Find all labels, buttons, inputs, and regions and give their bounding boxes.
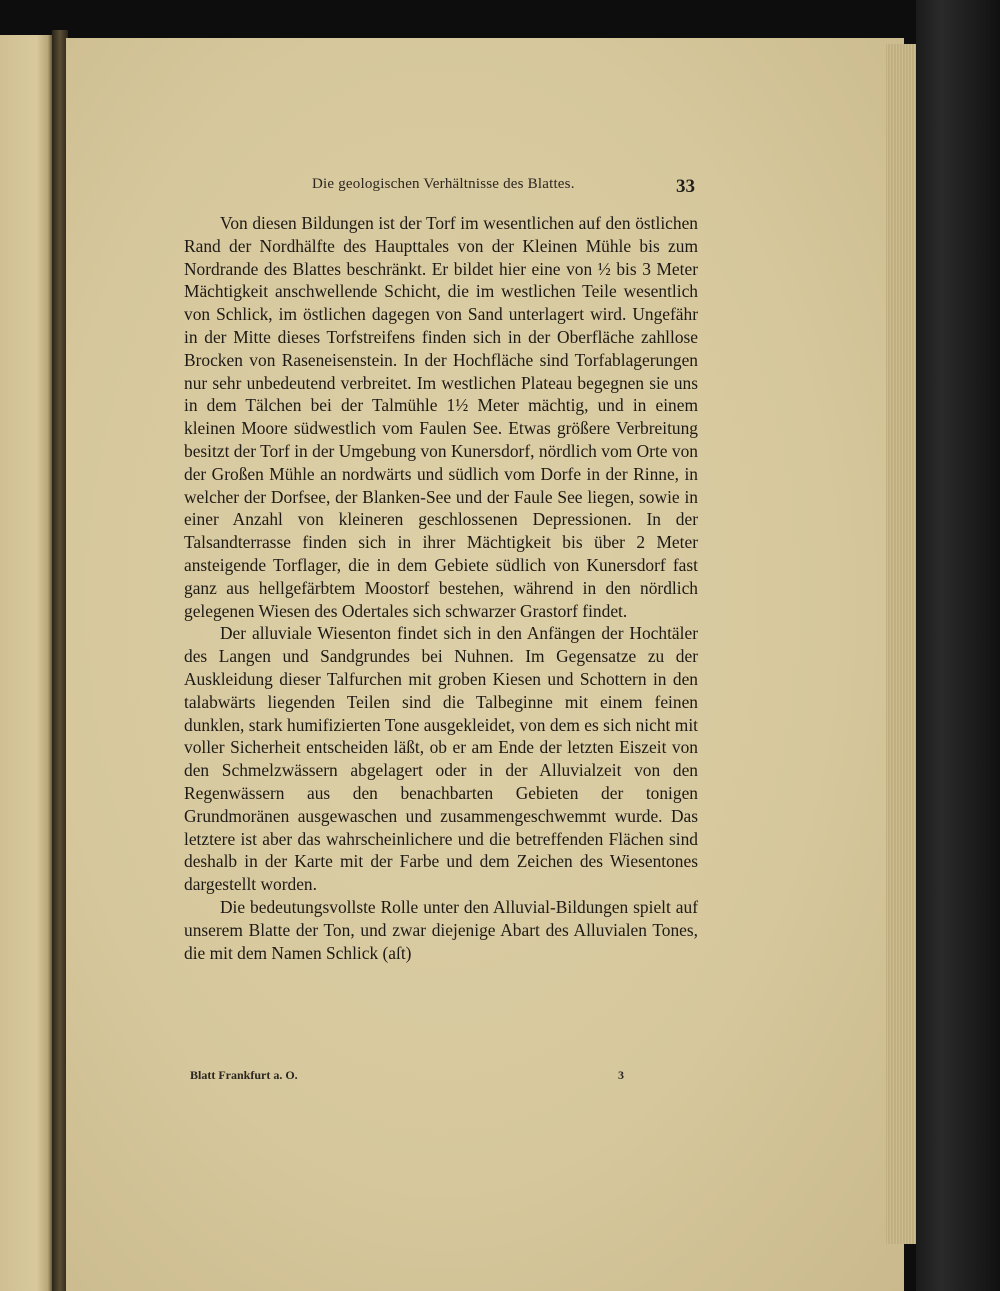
running-header: Die geologischen Verhältnisse des Blattes. (312, 176, 575, 192)
body-text (184, 212, 698, 964)
left-page-edge (0, 35, 52, 1291)
page-stack-edge (886, 44, 916, 1244)
paragraph-wiesenton: Der alluviale Wiesenton findet sich in den Anfängen der Hochtäler des Langen und Sandgrundes bei Nuhnen. Im Gegensatze zu der Auskleidung dieser Talfurchen mit groben Kiesen und Schottern in den talabwärts liegenden Teilen sind die Talbeginne mit einem feinen dunklen, stark humifizierten Tone ausgekleidet, von dem es sich nicht mit voller Sicherheit entscheiden läßt, ob er am Ende der letzten Eiszeit von den Schmelzwässern abgelagert oder in der Alluvialzeit von den Regenwässern aus den benachbarten Gebieten der tonigen Grundmoränen ausgewaschen und zusammengeschwemmt wurde. Das letztere ist aber das wahrscheinlichere und die betreffenden Flächen sind deshalb in der Karte mit der Farbe und dem Zeichen des Wiesentones dargestellt worden. (184, 623, 698, 895)
paragraph-torf: Von diesen Bildungen ist der Torf im wesentlichen auf den östlichen Rand der Nordhälfte des Haupttales von der Kleinen Mühle bis zum Nordrande des Blattes beschränkt. Er bildet hier eine von ½ bis 3 Meter Mächtigkeit anschwellende Schicht, die im westlichen Teile wesentlich von Schlick, im östlichen dagegen von Sand unterlagert wird. Ungefähr in der Mitte dieses Torfstreifens finden sich in der Oberfläche zahllose Brocken von Raseneisenstein. In der Hochfläche sind Torfablagerungen nur sehr unbedeutend verbreitet. Im westlichen Plateau begegnen sie uns in dem Tälchen bei der Talmühle 1½ Meter mächtig, und in einem kleinen Moore südwestlich vom Faulen See. Etwas größere Verbreitung besitzt der Torf in der Umgebung von Kunersdorf, nördlich vom Orte von der Großen Mühle an nordwärts und südlich vom Dorfe in der Rinne, in welcher der Dorfsee, der Blanken-See und der Faule See liegen, sowie in einer Anzahl von kleineren geschlossenen Depressionen. In der Talsandterrasse finden sich in ihrer Mächtigkeit bis über 2 Meter ansteigende Torflager, die in dem Gebiete südlich von Kunersdorf fast ganz aus hellgefärbtem Moostorf bestehen, während in den nördlich gelegenen Wiesen des Odertales sich schwarzer Grastorf findet. (184, 213, 698, 621)
signature-label: Blatt Frankfurt a. O. (190, 1068, 298, 1082)
paragraph-schlick: Die bedeutungsvollste Rolle unter den Alluvial-Bildungen spielt auf unserem Blatte der Ton, und zwar diejenige Abart des Alluvialen Tones, die mit dem Namen Schlick (aſt) (184, 896, 698, 963)
book-cover (916, 0, 1000, 1291)
page-number: 33 (676, 176, 695, 197)
signature-number: 3 (618, 1068, 624, 1082)
